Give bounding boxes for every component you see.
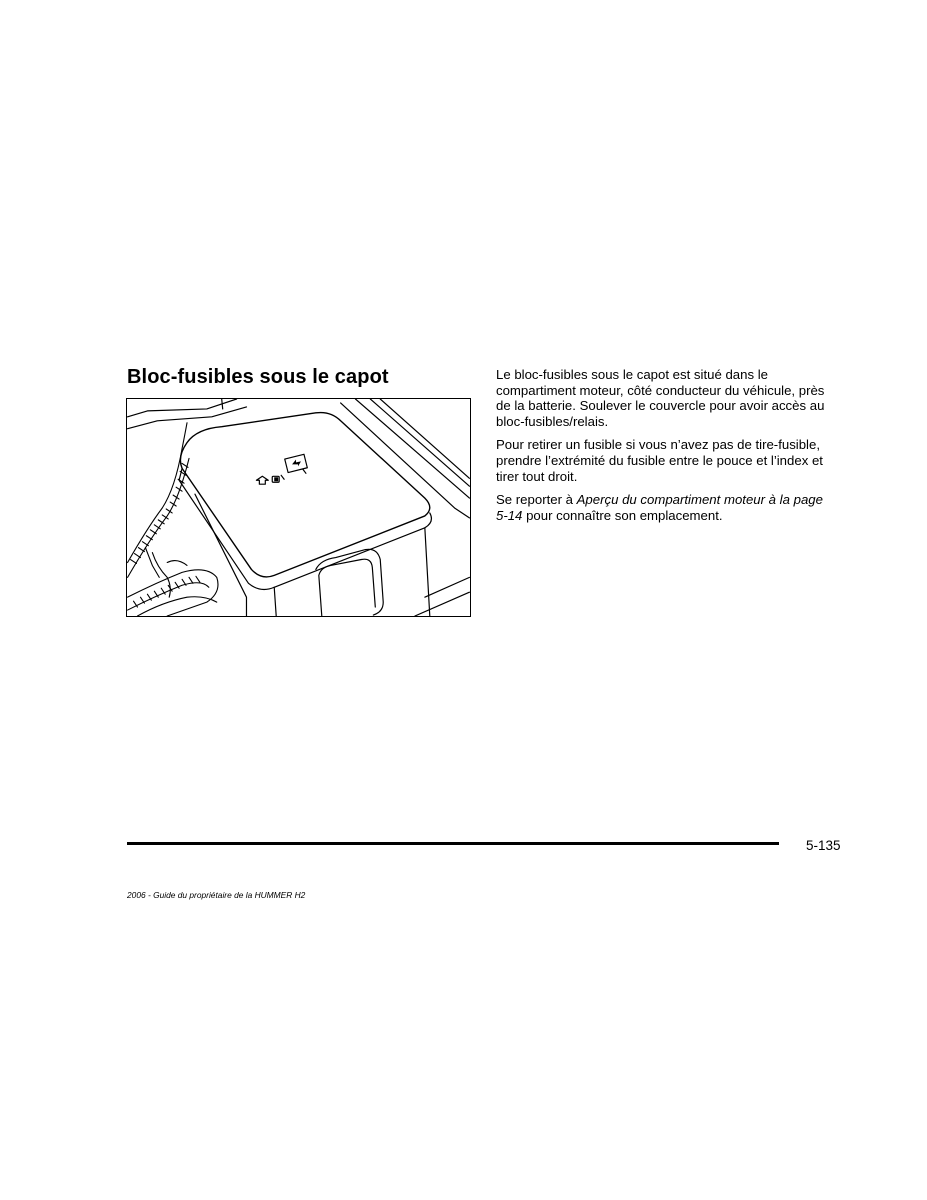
reference-prefix: Se reporter à [496, 492, 577, 508]
page-number: 5-135 [806, 838, 841, 853]
cross-reference-link[interactable]: Aperçu du compartiment moteur à la page 5-14 [496, 492, 823, 523]
paragraph-location: Le bloc-fusibles sous le capot est situé dans le compartiment moteur, côté conducteur du véhicule, près de la batterie. Soulever le couvercle pour avoir accès au bloc-fusibles/relais. [496, 367, 825, 429]
paragraph-reference [496, 492, 836, 523]
paragraph-removal: Pour retirer un fusible si vous n’avez pas de tire-fusible, prendre l’extrémité du fusible entre le pouce et l’index et tirer tout droit. [496, 437, 823, 484]
reference-suffix: pour connaître son emplacement. [522, 507, 723, 523]
document-footer: 2006 - Guide du propriétaire de la HUMMER H2 [127, 890, 306, 900]
body-text [496, 367, 836, 531]
fuse-block-illustration [126, 398, 471, 617]
footer-rule [127, 842, 779, 845]
section-title: Bloc-fusibles sous le capot [127, 366, 389, 388]
